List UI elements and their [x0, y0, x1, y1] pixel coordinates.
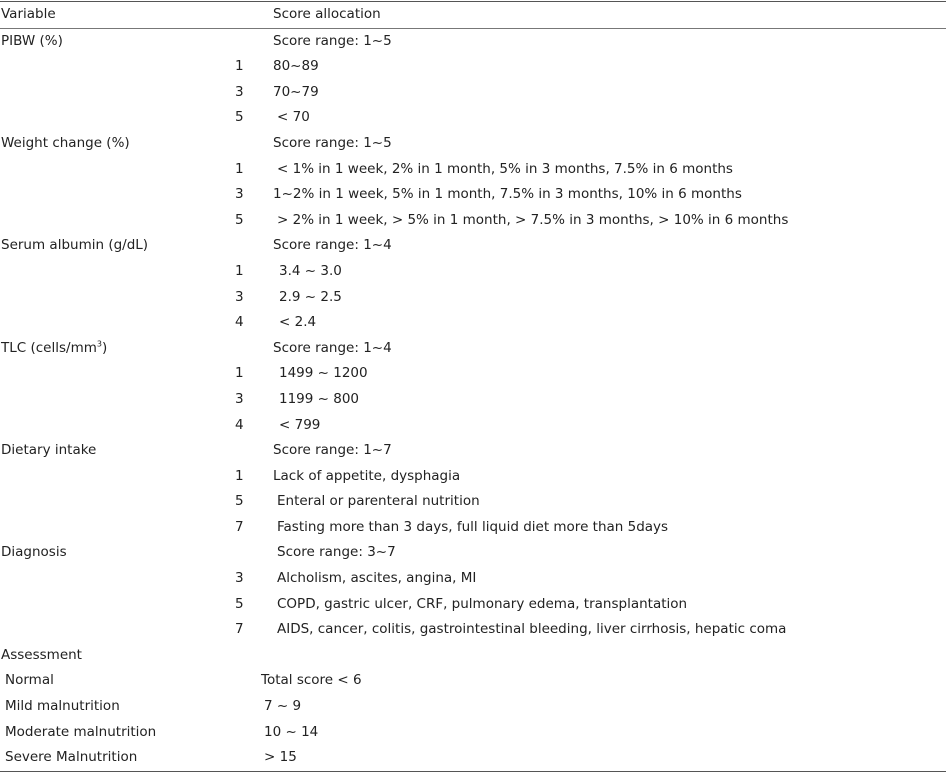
allocation-cell: 7 ~ 9 [264, 698, 302, 715]
table-row [0, 310, 946, 336]
table-row [0, 413, 946, 439]
allocation-cell: > 15 [264, 749, 297, 766]
table-row [0, 361, 946, 387]
allocation-cell: Score range: 1~5 [273, 134, 392, 151]
header-score-allocation: Score allocation [273, 6, 381, 22]
allocation-cell: < 799 [279, 416, 321, 433]
variable-cell: Dietary intake [1, 442, 97, 459]
score-cell: 5 [235, 595, 244, 612]
score-cell: 1 [235, 160, 244, 177]
score-cell: 5 [235, 211, 244, 228]
allocation-cell: 2.9 ~ 2.5 [279, 288, 342, 305]
table-row [0, 29, 946, 55]
allocation-cell: Enteral or parenteral nutrition [277, 493, 480, 510]
table-row [0, 131, 946, 157]
allocation-cell: Score range: 1~7 [273, 442, 392, 459]
table-row [0, 540, 946, 566]
table-header [0, 2, 946, 29]
table-row [0, 233, 946, 259]
table-row [0, 566, 946, 592]
allocation-cell: Alcholism, ascites, angina, MI [277, 570, 477, 587]
variable-cell: Normal [5, 672, 54, 689]
allocation-cell: < 1% in 1 week, 2% in 1 month, 5% in 3 months, 7.5% in 6 months [277, 160, 733, 177]
score-cell: 7 [235, 518, 244, 535]
table-row [0, 720, 946, 746]
score-cell: 7 [235, 621, 244, 638]
allocation-cell: 80~89 [273, 58, 319, 75]
variable-cell: Mild malnutrition [5, 698, 120, 715]
score-cell: 3 [235, 390, 244, 407]
table-row [0, 489, 946, 515]
score-cell: 1 [235, 365, 244, 382]
allocation-cell: Total score < 6 [261, 672, 362, 689]
header-variable: Variable [1, 6, 56, 22]
allocation-cell: Score range: 1~5 [273, 32, 392, 49]
allocation-cell: Score range: 3~7 [277, 544, 396, 561]
variable-cell: Severe Malnutrition [5, 749, 138, 766]
variable-cell [1, 339, 107, 357]
variable-cell: PIBW (%) [1, 32, 63, 49]
allocation-cell: Score range: 1~4 [273, 237, 392, 254]
variable-cell: Moderate malnutrition [5, 723, 157, 740]
allocation-cell: 70~79 [273, 83, 319, 100]
table-row [0, 182, 946, 208]
allocation-cell: Fasting more than 3 days, full liquid diet more than 5days [277, 518, 669, 535]
table-row [0, 617, 946, 643]
table-row [0, 157, 946, 183]
score-cell: 1 [235, 262, 244, 279]
score-table [0, 1, 946, 772]
table-row [0, 105, 946, 131]
allocation-cell: < 70 [277, 109, 310, 126]
allocation-cell: Lack of appetite, dysphagia [273, 467, 461, 484]
table-row [0, 643, 946, 669]
allocation-cell: 1~2% in 1 week, 5% in 1 month, 7.5% in 3 months, 10% in 6 months [273, 186, 742, 203]
table-row [0, 745, 946, 771]
score-cell: 3 [235, 83, 244, 100]
allocation-cell: < 2.4 [279, 314, 317, 331]
allocation-cell: AIDS, cancer, colitis, gastrointestinal bleeding, liver cirrhosis, hepatic coma [277, 621, 787, 638]
allocation-cell: 10 ~ 14 [264, 723, 319, 740]
table-row [0, 208, 946, 234]
variable-cell: Serum albumin (g/dL) [1, 237, 149, 254]
superscript: 3 [96, 339, 102, 349]
allocation-cell: Score range: 1~4 [273, 339, 392, 356]
variable-cell: Diagnosis [1, 544, 67, 561]
variable-cell: Assessment [1, 646, 82, 663]
allocation-cell: > 2% in 1 week, > 5% in 1 month, > 7.5% in 3 months, > 10% in 6 months [277, 211, 789, 228]
allocation-cell: 1199 ~ 800 [279, 390, 360, 407]
score-cell: 4 [235, 314, 244, 331]
score-cell: 3 [235, 288, 244, 305]
variable-cell: Weight change (%) [1, 134, 130, 151]
score-cell: 1 [235, 58, 244, 75]
score-cell: 5 [235, 109, 244, 126]
variable-tail: ) [101, 339, 108, 356]
score-cell: 4 [235, 416, 244, 433]
allocation-cell: 3.4 ~ 3.0 [279, 262, 342, 279]
table-row [0, 387, 946, 413]
table-row [0, 336, 946, 362]
variable-text: TLC (cells/mm [1, 339, 97, 356]
score-cell: 3 [235, 570, 244, 587]
table-row [0, 515, 946, 541]
table-row [0, 54, 946, 80]
table-row [0, 259, 946, 285]
table-row [0, 464, 946, 490]
table-row [0, 668, 946, 694]
table-row [0, 80, 946, 106]
allocation-cell: 1499 ~ 1200 [279, 365, 368, 382]
allocation-cell: COPD, gastric ulcer, CRF, pulmonary edema, transplantation [277, 595, 688, 612]
score-cell: 5 [235, 493, 244, 510]
table-row [0, 285, 946, 311]
table-row [0, 694, 946, 720]
score-cell: 3 [235, 186, 244, 203]
table-row [0, 438, 946, 464]
score-cell: 1 [235, 467, 244, 484]
table-row [0, 592, 946, 618]
